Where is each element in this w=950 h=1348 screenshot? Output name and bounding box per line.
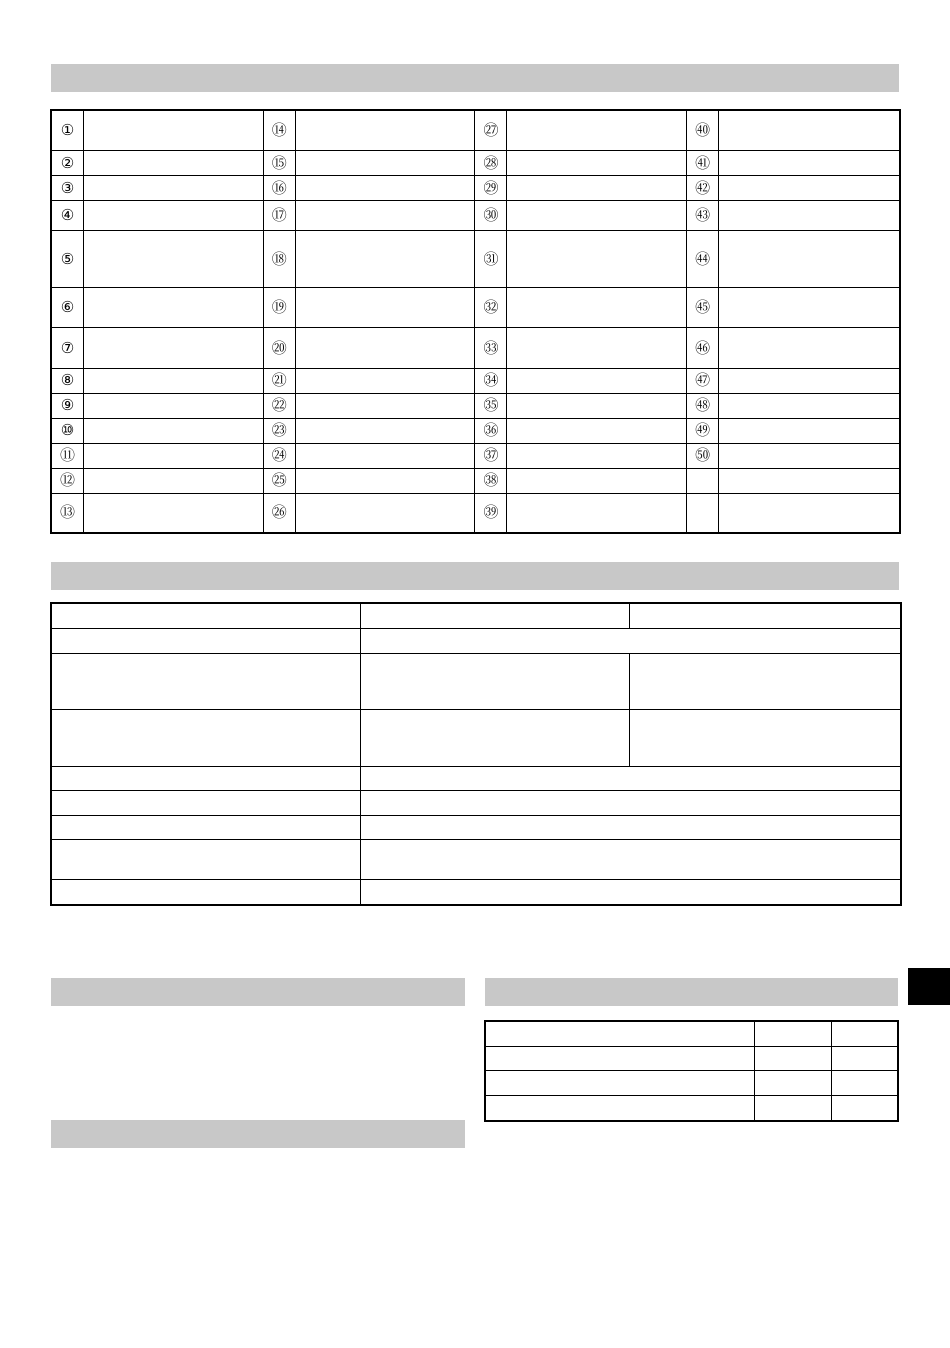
part-number: ㉟ xyxy=(475,393,507,418)
part-name-cell xyxy=(719,393,900,418)
part-name-cell xyxy=(295,493,475,532)
spec-value-cell xyxy=(360,604,630,629)
parts-list-table xyxy=(51,110,900,533)
part-name-cell xyxy=(719,493,900,532)
part-name-cell xyxy=(507,468,687,493)
part-number: ㊲ xyxy=(475,443,507,468)
table-cell xyxy=(486,1096,755,1121)
part-name-cell xyxy=(507,231,687,288)
spec-row xyxy=(52,629,901,654)
spec-value-cell xyxy=(360,629,900,654)
part-name-cell xyxy=(507,328,687,368)
part-name-cell xyxy=(83,443,263,468)
part-name-cell xyxy=(507,418,687,443)
table-cell xyxy=(832,1096,898,1121)
part-name-cell xyxy=(507,201,687,231)
part-number: ㊸ xyxy=(687,201,719,231)
part-name-cell xyxy=(295,151,475,176)
part-name-cell xyxy=(295,201,475,231)
part-number xyxy=(687,493,719,532)
part-name-cell xyxy=(719,468,900,493)
part-name-cell xyxy=(719,328,900,368)
table-cell xyxy=(486,1022,755,1047)
part-name-cell xyxy=(83,418,263,443)
part-number: ㉜ xyxy=(475,288,507,328)
part-number: ⑧ xyxy=(52,368,84,393)
parts-list-row xyxy=(52,176,900,201)
spec-row xyxy=(52,654,901,710)
part-number: ㊾ xyxy=(687,418,719,443)
part-number: ⑪ xyxy=(52,443,84,468)
parts-list-row xyxy=(52,328,900,368)
part-name-cell xyxy=(295,288,475,328)
part-name-cell xyxy=(83,111,263,151)
spec-value-cell xyxy=(360,791,900,816)
spec-value-cell xyxy=(360,767,900,791)
part-name-cell xyxy=(83,201,263,231)
part-number: ⑬ xyxy=(52,493,84,532)
parts-list-row xyxy=(52,418,900,443)
part-number: ㉖ xyxy=(263,493,295,532)
part-number: ㉚ xyxy=(475,201,507,231)
parts-list-row xyxy=(52,288,900,328)
part-number: ⑰ xyxy=(263,201,295,231)
part-number: ㊳ xyxy=(475,468,507,493)
parts-list-row xyxy=(52,368,900,393)
table-row xyxy=(486,1096,898,1121)
table-cell xyxy=(832,1047,898,1071)
part-number: ㉒ xyxy=(263,393,295,418)
part-number: ⑳ xyxy=(263,328,295,368)
spec-value-cell xyxy=(630,710,901,767)
part-number: ㊻ xyxy=(687,328,719,368)
part-number: ㊶ xyxy=(687,151,719,176)
table-cell xyxy=(832,1071,898,1096)
part-name-cell xyxy=(719,418,900,443)
part-number: ㊱ xyxy=(475,418,507,443)
part-number: ㉛ xyxy=(475,231,507,288)
part-name-cell xyxy=(719,288,900,328)
part-number: ㊹ xyxy=(687,231,719,288)
part-number: ⑲ xyxy=(263,288,295,328)
part-number: ㉝ xyxy=(475,328,507,368)
part-name-cell xyxy=(507,443,687,468)
spec-value-cell xyxy=(360,880,900,905)
parts-list-row xyxy=(52,231,900,288)
part-number: ㉑ xyxy=(263,368,295,393)
spec-row xyxy=(52,840,901,880)
part-number: ㊿ xyxy=(687,443,719,468)
part-name-cell xyxy=(719,443,900,468)
part-number: ⑨ xyxy=(52,393,84,418)
part-name-cell xyxy=(295,393,475,418)
spec-row xyxy=(52,767,901,791)
part-name-cell xyxy=(507,151,687,176)
part-name-cell xyxy=(719,176,900,201)
spec-label-cell xyxy=(52,791,361,816)
part-number: ㊴ xyxy=(475,493,507,532)
part-name-cell xyxy=(719,151,900,176)
part-number: ㊽ xyxy=(687,393,719,418)
part-name-cell xyxy=(295,231,475,288)
spec-value-cell xyxy=(360,840,900,880)
part-name-cell xyxy=(507,368,687,393)
part-name-cell xyxy=(295,328,475,368)
table-row xyxy=(486,1022,898,1047)
part-number: ㉔ xyxy=(263,443,295,468)
parts-list-row xyxy=(52,201,900,231)
part-name-cell xyxy=(83,468,263,493)
spec-row xyxy=(52,791,901,816)
lower-left-second-section-bar xyxy=(51,1120,465,1148)
spec-value-cell xyxy=(630,604,901,629)
part-number: ⑫ xyxy=(52,468,84,493)
side-index-tab xyxy=(908,968,950,1005)
part-number: ㉞ xyxy=(475,368,507,393)
part-number: ㉗ xyxy=(475,111,507,151)
parts-list-row xyxy=(52,493,900,532)
part-name-cell xyxy=(83,493,263,532)
lower-right-table xyxy=(485,1021,898,1121)
part-name-cell xyxy=(507,111,687,151)
spec-row xyxy=(52,816,901,840)
parts-list-row xyxy=(52,393,900,418)
spec-label-cell xyxy=(52,629,361,654)
part-name-cell xyxy=(83,328,263,368)
part-number: ㊷ xyxy=(687,176,719,201)
part-number: ⑱ xyxy=(263,231,295,288)
part-name-cell xyxy=(507,288,687,328)
table-cell xyxy=(755,1022,832,1047)
spec-value-cell xyxy=(360,710,630,767)
parts-list-row xyxy=(52,111,900,151)
table-cell xyxy=(486,1047,755,1071)
part-name-cell xyxy=(83,393,263,418)
table-cell xyxy=(755,1047,832,1071)
part-number: ㊵ xyxy=(687,111,719,151)
table-cell xyxy=(755,1071,832,1096)
part-name-cell xyxy=(719,111,900,151)
part-name-cell xyxy=(83,231,263,288)
spec-value-cell xyxy=(360,816,900,840)
parts-list-section-bar xyxy=(51,64,899,92)
table-cell xyxy=(486,1071,755,1096)
part-number: ⑩ xyxy=(52,418,84,443)
spec-value-cell xyxy=(360,654,630,710)
specifications-table xyxy=(51,603,901,905)
spec-label-cell xyxy=(52,840,361,880)
part-name-cell xyxy=(295,368,475,393)
spec-label-cell xyxy=(52,604,361,629)
part-number: ⑤ xyxy=(52,231,84,288)
parts-list-body xyxy=(52,111,900,533)
part-name-cell xyxy=(295,111,475,151)
specifications-section-bar xyxy=(51,562,899,590)
part-name-cell xyxy=(507,176,687,201)
table-cell xyxy=(755,1096,832,1121)
spec-value-cell xyxy=(630,654,901,710)
table-row xyxy=(486,1071,898,1096)
table-row xyxy=(486,1047,898,1071)
part-name-cell xyxy=(83,288,263,328)
part-number xyxy=(687,468,719,493)
part-number: ㉙ xyxy=(475,176,507,201)
part-number: ㉕ xyxy=(263,468,295,493)
part-number: ⑥ xyxy=(52,288,84,328)
spec-label-cell xyxy=(52,880,361,905)
spec-row xyxy=(52,604,901,629)
spec-label-cell xyxy=(52,710,361,767)
part-name-cell xyxy=(83,176,263,201)
parts-list-row xyxy=(52,151,900,176)
part-name-cell xyxy=(719,368,900,393)
part-name-cell xyxy=(507,493,687,532)
part-name-cell xyxy=(295,176,475,201)
part-number: ㊼ xyxy=(687,368,719,393)
part-number: ⑦ xyxy=(52,328,84,368)
part-name-cell xyxy=(83,151,263,176)
part-number: ① xyxy=(52,111,84,151)
lower-right-section-bar xyxy=(485,978,898,1006)
spec-row xyxy=(52,880,901,905)
part-number: ㉓ xyxy=(263,418,295,443)
part-name-cell xyxy=(507,393,687,418)
part-number: ⑭ xyxy=(263,111,295,151)
part-number: ④ xyxy=(52,201,84,231)
part-name-cell xyxy=(295,443,475,468)
part-number: ⑮ xyxy=(263,151,295,176)
part-number: ② xyxy=(52,151,84,176)
parts-list-row xyxy=(52,468,900,493)
spec-row xyxy=(52,710,901,767)
part-name-cell xyxy=(719,201,900,231)
part-number: ⑯ xyxy=(263,176,295,201)
parts-list-row xyxy=(52,443,900,468)
part-name-cell xyxy=(719,231,900,288)
part-name-cell xyxy=(83,368,263,393)
table-cell xyxy=(832,1022,898,1047)
part-number: ㊺ xyxy=(687,288,719,328)
part-number: ③ xyxy=(52,176,84,201)
part-name-cell xyxy=(295,418,475,443)
part-number: ㉘ xyxy=(475,151,507,176)
spec-label-cell xyxy=(52,816,361,840)
part-name-cell xyxy=(295,468,475,493)
spec-label-cell xyxy=(52,654,361,710)
lower-left-section-bar xyxy=(51,978,465,1006)
spec-label-cell xyxy=(52,767,361,791)
